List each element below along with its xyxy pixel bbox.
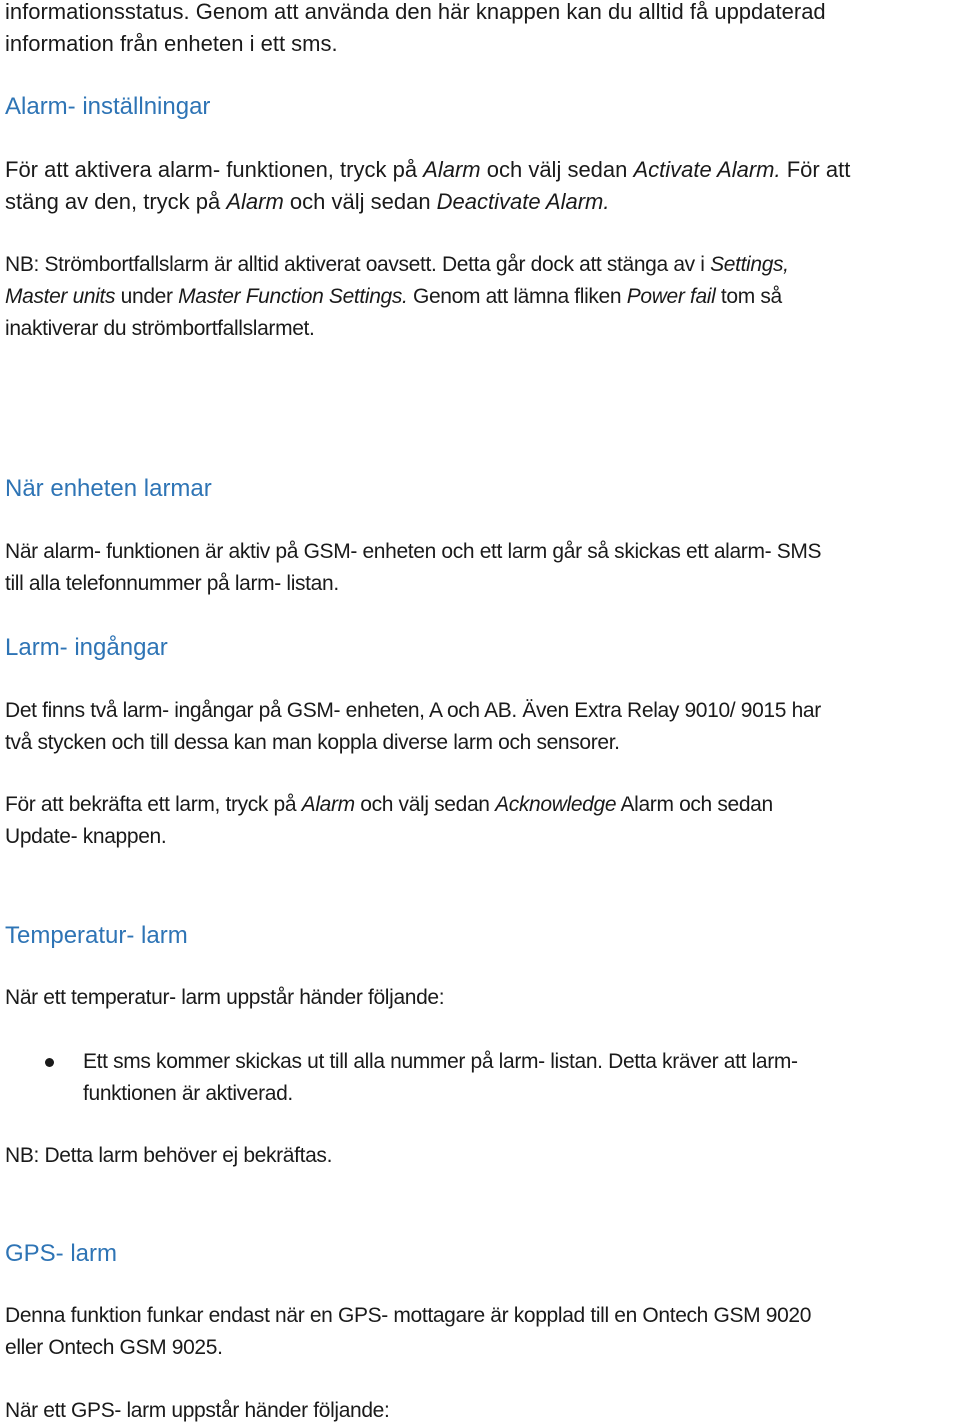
intro-line-1: informationsstatus. Genom att använda den här knappen kan du alltid få uppdaterad — [5, 0, 826, 24]
when-alarm-line-2: till alla telefonnummer på larm- listan. — [5, 572, 339, 595]
gps-alarm-line-2: eller Ontech GSM 9025. — [5, 1336, 223, 1359]
alarm-settings-paragraph-line-2: stäng av den, tryck på Alarm och välj sedan Deactivate Alarm. — [5, 189, 610, 214]
nb-power-fail-line-3: inaktiverar du strömbortfallslarmet. — [5, 317, 315, 340]
temperature-alarm-heading: Temperatur- larm — [5, 922, 188, 949]
when-alarm-heading: När enheten larmar — [5, 475, 212, 502]
gps-alarm-line-3: När ett GPS- larm uppstår händer följande: — [5, 1399, 390, 1422]
alarm-settings-paragraph-line-1: För att aktivera alarm- funktionen, tryck på Alarm och välj sedan Activate Alarm. För att — [5, 157, 851, 182]
temperature-alarm-intro: När ett temperatur- larm uppstår händer följande: — [5, 986, 445, 1009]
nb-power-fail-line-2: Master units under Master Function Settings. Genom att lämna fliken Power fail tom så — [5, 285, 782, 308]
when-alarm-line-1: När alarm- funktionen är aktiv på GSM- enheten och ett larm går så skickas ett alarm- SMS — [5, 540, 822, 563]
nb-power-fail-line-1: NB: Strömbortfallslarm är alltid aktiverat oavsett. Detta går dock att stänga av i Settings, — [5, 253, 789, 276]
alarm-inputs-line-2: två stycken och till dessa kan man koppla diverse larm och sensorer. — [5, 731, 620, 754]
alarm-inputs-heading: Larm- ingångar — [5, 634, 168, 661]
acknowledge-line-1: För att bekräfta ett larm, tryck på Alarm och välj sedan Acknowledge Alarm och sedan — [5, 793, 773, 816]
temperature-alarm-nb: NB: Detta larm behöver ej bekräftas. — [5, 1144, 333, 1167]
gps-alarm-heading: GPS- larm — [5, 1240, 118, 1267]
bullet-icon — [45, 1058, 54, 1067]
temperature-alarm-bullet-line-2: funktionen är aktiverad. — [83, 1082, 293, 1105]
intro-line-2: information från enheten i ett sms. — [5, 31, 338, 56]
alarm-inputs-line-1: Det finns två larm- ingångar på GSM- enheten, A och AB. Även Extra Relay 9010/ 9015 har — [5, 699, 821, 722]
temperature-alarm-bullet-line-1: Ett sms kommer skickas ut till alla nummer på larm- listan. Detta kräver att larm- — [83, 1050, 798, 1073]
alarm-settings-heading: Alarm- inställningar — [5, 93, 211, 120]
gps-alarm-line-1: Denna funktion funkar endast när en GPS- mottagare är kopplad till en Ontech GSM 9020 — [5, 1304, 812, 1327]
acknowledge-line-2: Update- knappen. — [5, 825, 167, 848]
